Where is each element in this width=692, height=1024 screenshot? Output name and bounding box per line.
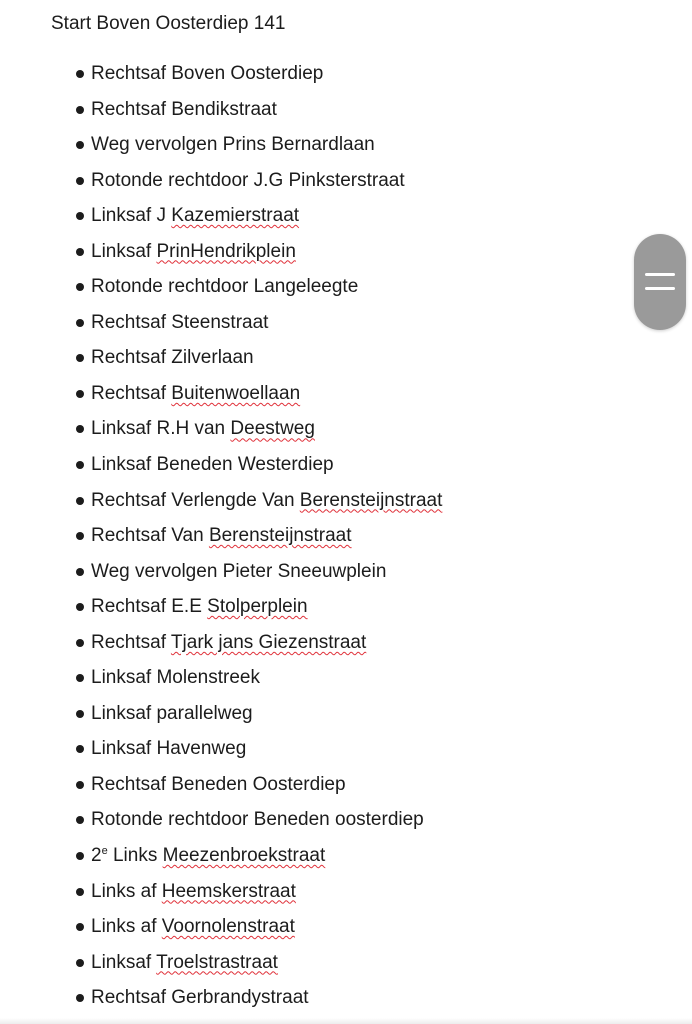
page-bottom-edge	[0, 1018, 692, 1024]
drag-handle-icon	[645, 273, 675, 276]
ordinal-superscript: e	[101, 845, 108, 858]
list-item-text	[91, 698, 253, 730]
bullet-icon	[76, 177, 84, 185]
scroll-handle[interactable]	[634, 234, 686, 330]
bullet-icon	[76, 106, 84, 114]
text-segment: Weg vervolgen Pieter Sneeuwplein	[91, 560, 387, 582]
text-segment: Linksaf Beneden Westerdiep	[91, 454, 334, 476]
list-item-text	[91, 733, 246, 765]
bullet-icon	[76, 319, 84, 327]
list-item-text	[91, 378, 300, 410]
text-segment: Rechtsaf	[91, 631, 171, 653]
list-item-text	[91, 94, 277, 126]
text-segment: Linksaf R.H van	[91, 418, 231, 440]
text-segment: Linksaf J	[91, 205, 172, 227]
bullet-icon	[76, 461, 84, 469]
drag-handle-icon	[645, 287, 675, 290]
list-item-text	[91, 129, 375, 161]
misspelled-word: Deestweg	[230, 418, 315, 440]
text-segment: Links af	[91, 880, 162, 902]
bullet-icon	[76, 497, 84, 505]
text-segment: Rechtsaf E.E	[91, 596, 208, 618]
text-segment: Rotonde rechtdoor J.G Pinksterstraat	[91, 169, 405, 191]
list-item-text	[91, 804, 424, 836]
list-item-text	[91, 662, 260, 694]
text-segment: 2	[91, 845, 102, 867]
misspelled-word: Berensteijnstraat	[299, 489, 443, 511]
misspelled-word: Voornolenstraat	[161, 916, 295, 938]
bullet-icon	[76, 532, 84, 540]
text-segment: Linksaf	[91, 951, 157, 973]
text-segment: Rechtsaf Gerbrandystraat	[91, 987, 309, 1009]
misspelled-word: Stolperplein	[207, 596, 308, 618]
bullet-icon	[76, 923, 84, 931]
bullet-icon	[76, 248, 84, 256]
list-item-text	[91, 413, 315, 445]
list-item-text	[91, 947, 278, 979]
bullet-icon	[76, 710, 84, 718]
bullet-icon	[76, 888, 84, 896]
bullet-icon	[76, 994, 84, 1002]
list-item-text	[91, 911, 295, 943]
misspelled-word: PrinHendrikplein	[156, 240, 296, 262]
text-segment: Rechtsaf Steenstraat	[91, 311, 269, 333]
bullet-icon	[76, 639, 84, 647]
text-segment: Rechtsaf Van	[91, 525, 209, 547]
list-item-text	[91, 520, 352, 552]
page-title: Start Boven Oosterdiep 141	[51, 13, 286, 34]
bullet-icon	[76, 568, 84, 576]
list-item-text	[91, 449, 334, 481]
text-segment: Rechtsaf Beneden Oosterdiep	[91, 773, 346, 795]
text-segment: Rechtsaf Verlengde Van	[91, 489, 300, 511]
text-segment: Rotonde rechtdoor Beneden oosterdiep	[91, 809, 424, 831]
text-segment: Links	[107, 845, 163, 867]
bullet-icon	[76, 745, 84, 753]
bullet-icon	[76, 781, 84, 789]
list-item-text	[91, 58, 323, 90]
bullet-icon	[76, 390, 84, 398]
misspelled-word: Kazemierstraat	[171, 205, 300, 227]
bullet-icon	[76, 816, 84, 824]
bullet-icon	[76, 141, 84, 149]
text-segment: Links af	[91, 916, 162, 938]
text-segment: Linksaf Molenstreek	[91, 667, 260, 689]
bullet-icon	[76, 852, 84, 860]
list-item-text	[91, 485, 442, 517]
bullet-icon	[76, 212, 84, 220]
list-item-text	[91, 236, 296, 268]
text-segment: Rechtsaf Boven Oosterdiep	[91, 63, 324, 84]
bullet-icon	[76, 603, 84, 611]
list-item-text	[91, 342, 254, 374]
bullet-icon	[76, 959, 84, 967]
list-item-text	[91, 840, 325, 872]
bullet-icon	[76, 283, 84, 291]
text-segment: Rechtsaf Bendikstraat	[91, 98, 277, 120]
misspelled-word: Troelstrastraat	[156, 951, 278, 973]
misspelled-word: Berensteijnstraat	[208, 525, 352, 547]
list-item-text	[91, 307, 268, 339]
misspelled-word: Meezenbroekstraat	[162, 845, 326, 867]
text-segment: Rotonde rechtdoor Langeleegte	[91, 276, 359, 298]
list-item-text	[91, 271, 358, 303]
misspelled-word: Heemskerstraat	[161, 880, 296, 902]
text-segment: Rechtsaf	[91, 382, 172, 404]
bullet-icon	[76, 425, 84, 433]
misspelled-word: Tjark jans Giezenstraat	[170, 631, 367, 653]
bullet-icon	[76, 70, 84, 78]
bullet-icon	[76, 674, 84, 682]
list-item-text	[91, 876, 296, 908]
list-item-text	[91, 982, 309, 1014]
list-item-text	[91, 591, 308, 623]
text-segment: Weg vervolgen Prins Bernardlaan	[91, 134, 375, 156]
text-segment: Linksaf	[91, 240, 157, 262]
list-item-text	[91, 200, 299, 232]
list-item-text	[91, 769, 346, 801]
text-segment: Linksaf parallelweg	[91, 702, 253, 724]
list-item-text	[91, 627, 366, 659]
text-segment: Linksaf Havenweg	[91, 738, 247, 760]
misspelled-word: Buitenwoellaan	[171, 382, 301, 404]
list-item-text	[91, 165, 405, 197]
list-item-text	[91, 556, 386, 588]
bullet-icon	[76, 354, 84, 362]
text-segment: Rechtsaf Zilverlaan	[91, 347, 254, 369]
